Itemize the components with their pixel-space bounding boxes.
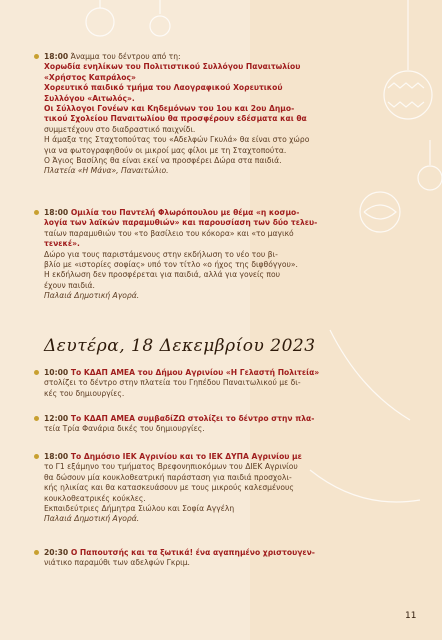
event-line: ταίων παραμυθιών του «το βασίλειο του κόκορα» και «το μαγικό [44, 228, 294, 238]
event-kdap-tree [44, 368, 394, 399]
event-line: βλίο με «ιστορίες σοφίας» υπό τον τίτλο «ο ήχος της διφθόγγου». [44, 260, 298, 270]
event-symvadizo [44, 414, 394, 435]
event-location: Παλαιά Δημοτική Αγορά. [44, 514, 140, 524]
event-line: Χορευτικό παιδικό τμήμα του Λαογραφικού Χορευτικού [44, 83, 283, 93]
event-line: έχουν παιδιά. [44, 280, 95, 290]
event-line: Οι Σύλλογοι Γονέων και Κηδεμόνων του 1ου και 2ου Δημο- [44, 104, 295, 114]
bullet-icon [34, 210, 39, 215]
event-puppet-show [44, 452, 394, 525]
bullet-icon [34, 370, 39, 375]
event-line: τενεκέ». [44, 239, 80, 249]
event-line: Η άμαξα της Σταχτοπούτας του «Αδελφών Γκυλά» θα είναι στο χώρο [44, 135, 310, 145]
day-heading: Δευτέρα, 18 Δεκεμβρίου 2023 [44, 336, 316, 356]
event-line: συμμετέχουν στο διαδραστικό παιχνίδι. [44, 124, 196, 134]
event-line: Χορωδία ενηλίκων του Πολιτιστικού Συλλόγου Παναιτωλίου [44, 62, 301, 72]
event-line: Εκπαιδεύτριες Δήμητρα Σιώλου και Σοφία Αγγέλη [44, 504, 235, 514]
event-line: για να φωτογραφηθούν οι μικροί μας φίλοι με τη Σταχτοπούτα. [44, 145, 287, 155]
event-fairy-tale [44, 548, 394, 569]
page-number: 11 [405, 611, 417, 621]
event-line: Δώρο για τους παριστάμενους στην εκδήλωση το νέο του βι- [44, 249, 278, 259]
event-line: θα δώσουν μία κουκλοθεατρική παράσταση για παιδιά προσχολι- [44, 472, 292, 482]
event-text: Το Δημόσιο ΙΕΚ Αγρινίου και το ΙΕΚ ΔΥΠΑ Αγρινίου με [68, 452, 302, 461]
event-text: Το ΚΔΑΠ ΑΜΕΑ συμβαδίΖΩ στολίζει το δέντρο στην πλα- [68, 414, 315, 423]
event-time: 18:00 [44, 208, 69, 217]
event-line: Ο Άγιος Βασίλης θα είναι εκεί να προσφέρει Δώρα στα παιδιά. [44, 156, 282, 166]
event-line: κουκλοθεατρικές κούκλες. [44, 493, 146, 503]
event-location: Παλαιά Δημοτική Αγορά. [44, 291, 140, 301]
event-location: Πλατεία «Η Μάνα», Παναιτώλιο. [44, 166, 169, 176]
event-line: Συλλόγου «Αιτωλός». [44, 93, 135, 103]
bullet-icon [34, 550, 39, 555]
event-line: λογία των λαϊκών παραμυθιών» και παρουσίαση των δύο τελευ- [44, 218, 318, 228]
event-line: Η εκδήλωση δεν προσφέρεται για παιδιά, αλλά για γονείς που [44, 270, 281, 280]
event-line: νιάτικο παραμύθι των αδελφών Γκριμ. [44, 558, 190, 568]
bullet-icon [34, 454, 39, 459]
bullet-icon [34, 54, 39, 59]
event-lecture [44, 208, 394, 302]
event-time: 12:00 [44, 414, 69, 423]
event-tree-lighting [44, 52, 394, 177]
event-line: το Γ1 εξάμηνο του τμήματος Βρεφονηπιοκόμων του ΔΙΕΚ Αγρινίου [44, 462, 298, 472]
event-time: 18:00 [44, 452, 69, 461]
bullet-icon [34, 416, 39, 421]
event-time: 20:30 [44, 548, 69, 557]
event-line: κής ηλικίας και θα κατασκευάσουν με τους μικρούς καλεσμένους [44, 483, 294, 493]
event-time: 10:00 [44, 368, 69, 377]
event-line: «Χρήστος Καπράλος» [44, 72, 136, 82]
event-text: Ο Παπουτσής και τα ξωτικά! ένα αγαπημένο χριστουγεν- [68, 548, 315, 557]
event-text: Ομιλία του Παντελή Φλωρόπουλου με θέμα «η κοσμο- [68, 208, 300, 217]
event-text: Άναμμα του δέντρου από τη: [68, 52, 181, 61]
event-line: στολίζει το δέντρο στην πλατεία του Γηπέδου Παναιτωλικού με δι- [44, 378, 301, 388]
event-time: 18:00 [44, 52, 69, 61]
event-line: τικού Σχολείου Παναιτωλίου θα προσφέρουν εδέσματα και θα [44, 114, 307, 124]
event-line: τεία Τρία Φανάρια δικές του δημιουργίες. [44, 424, 205, 434]
event-text: Το ΚΔΑΠ ΑΜΕΑ του Δήμου Αγρινίου «Η Γελαστή Πολιτεία» [68, 368, 320, 377]
event-line: κές του δημιουργίες. [44, 388, 125, 398]
